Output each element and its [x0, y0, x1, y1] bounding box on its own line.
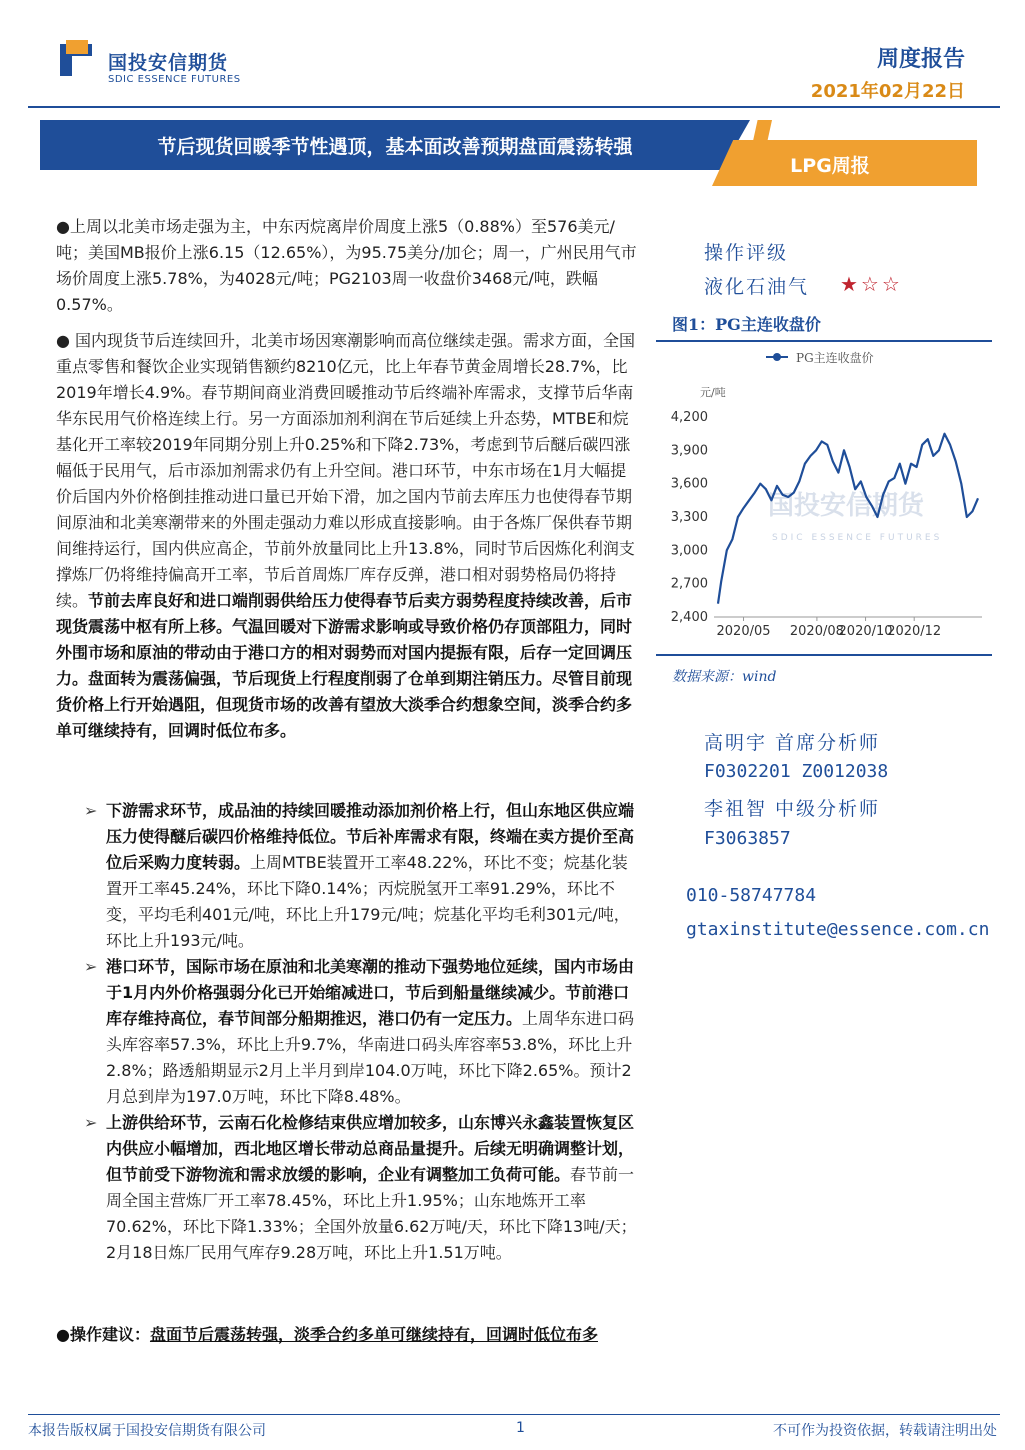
page-number: 1: [516, 1420, 525, 1436]
summary-paragraph-2-text: ● 国内现货节后连续回升，北美市场因寒潮影响而高位继续走强。需求方面，全国重点零售和餐饮企业实现销售额约8210亿元，比上年春节黄金周增长28.7%，比2019年增长4.9%。春节期间商业消费回暖推动节后终端补库需求，支撑节后华南华东民用气价格连续上行。另一方面添加剂利润在节后延续上升态势，MTBE和烷基化开工率较2019年同期分别上升0.25%和下降2.73%，考虑到节后醚后碳四涨幅低于民用气，后市添加剂需求仍有上升空间。港口环节，中东市场在1月大幅提价后国内外价格倒挂推动进口量已开始下滑，加之国内节前去库压力也使得春节期间原油和北美寒潮带来的外围走强动力难以形成直接影响。由于各炼厂保供春节期间维持运行，国内供应高企，节前外放量同比上升13.8%，同时节后因炼化利润支撑炼厂仍将维持偏高开工率，节后首周炼厂库存反弹，港口相对弱势格局仍将持续。: [56, 331, 636, 610]
x-tick-label: 2020/05: [716, 624, 771, 639]
price-chart: [656, 342, 992, 654]
x-tick-label: 2020/12: [887, 624, 942, 639]
advice-label: ●操作建议：: [56, 1325, 150, 1344]
y-tick-label: 4,200: [670, 410, 708, 425]
y-tick-label: 3,300: [670, 510, 708, 525]
watermark-en: SDIC ESSENCE FUTURES: [772, 533, 943, 543]
rating-label: 操作评级: [704, 242, 789, 264]
summary-paragraph-2-conclusion: 节前去库良好和进口端削弱供给压力使得春节后卖方弱势程度持续改善，后市现货震荡中枢有所上移。气温回暖对下游需求影响或导致价格仍存顶部阻力，同时外围市场和原油的带动由于港口方的相对弱势而对国内提振有限，后存一定回调压力。盘面转为震荡偏强，节后现货上行程度削弱了仓单到期注销压力。尽管目前现货价格上行开始遇阻，但现货市场的改善有望放大淡季合约想象空间，淡季合约多单可继续持有，回调时低位布多。: [56, 591, 633, 740]
data-source: 数据来源：wind: [672, 669, 777, 685]
y-axis-unit: 元/吨: [700, 386, 726, 399]
operation-advice: [56, 1322, 636, 1348]
arrow-icon: ➢: [84, 957, 98, 976]
watermark-cn: 国投安信期货: [768, 491, 925, 521]
y-tick-label: 2,700: [670, 576, 708, 592]
report-type: 周度报告: [876, 47, 965, 72]
arrow-icon: ➢: [84, 801, 98, 820]
summary-paragraph-1: ●上周以北美市场走强为主，中东丙烷离岸价周度上涨5（0.88%）至576美元/吨；美国MB报价上涨6.15（12.65%），为95.75美分/加仑；周一，广州民用气市场价周度上涨5.78%，为4028元/吨；PG2103周一收盘价3468元/吨，跌幅0.57%。: [56, 217, 637, 314]
footer-disclaimer: 不可作为投资依据，转载请注明出处: [773, 1423, 997, 1439]
report-tag: LPG周报: [790, 155, 870, 177]
rating-stars: ★☆☆: [840, 272, 903, 296]
analyst-1-name: 高明宇 首席分析师: [704, 732, 881, 754]
advice-text: 盘面节后震荡转强，淡季合约多单可继续持有，回调时低位布多: [149, 1325, 598, 1344]
figure-bottom-rule: [656, 654, 992, 656]
contact-phone: 010-58747784: [686, 885, 817, 906]
arrow-icon: ➢: [84, 1113, 98, 1132]
bullet-item: [84, 1110, 640, 1266]
bullet-heading: 下游需求环节，成品油的持续回暖推动添加剂价格上行，但山东地区供应端压力使得醚后碳四价格维持低位。节后补库需求有限，终端在卖方提价至高位后采购力度转弱。: [106, 801, 635, 872]
y-tick-label: 3,600: [670, 476, 708, 492]
report-title: 节后现货回暖季节性遇顶，基本面改善预期盘面震荡转强: [157, 136, 633, 158]
x-tick-label: 2020/10: [838, 624, 893, 639]
analyst-1-cert: F0302201 Z0012038: [704, 761, 889, 782]
bullet-body: 春节前一周全国主营炼厂开工率78.45%，环比上升1.95%；山东地炼开工率70.62%，环比下降1.33%；全国外放量6.62万吨/天，环比下降13吨/天；2月18日炼厂民用气库存9.28万吨，环比上升1.51万吨。: [106, 1165, 637, 1262]
report-date: 2021年02月22日: [810, 81, 965, 102]
y-tick-label: 2,400: [670, 610, 708, 625]
company-name-en: SDIC ESSENCE FUTURES: [108, 74, 241, 85]
contact-email[interactable]: gtaxinstitute@essence.com.cn: [686, 919, 990, 940]
y-tick-label: 3,000: [670, 543, 708, 559]
bullet-heading: 上游供给环节，云南石化检修结束供应增加较多，山东博兴永鑫装置恢复区内供应小幅增加，西北地区增长带动总商品量提升。后续无明确调整计划，但节前受下游物流和需求放缓的影响，企业有调整加工负荷可能。: [106, 1113, 635, 1184]
analyst-2-cert: F3063857: [704, 828, 791, 849]
header-divider: [28, 106, 1000, 108]
bullet-list: [84, 798, 640, 1266]
analyst-2-name: 李祖智 中级分析师: [704, 798, 881, 820]
footer-copyright: 本报告版权属于国投安信期货有限公司: [28, 1423, 266, 1439]
company-name-cn: 国投安信期货: [108, 52, 229, 74]
bullet-item: [84, 798, 640, 954]
legend-label: PG主连收盘价: [796, 351, 874, 365]
legend-marker: [773, 353, 781, 361]
bullet-body: 上周华东进口码头库容率57.3%，环比上升9.7%，华南进口码头库容率53.8%，环比上升2.8%；路透船期显示2月上半月到岸104.0万吨，环比下降2.65%。预计2月总到岸为197.0万吨，环比下降8.48%。: [106, 1009, 635, 1106]
summary-paragraph-2: [56, 328, 638, 744]
bullet-item: [84, 954, 640, 1110]
x-tick-label: 2020/08: [789, 624, 844, 639]
bullet-heading: 港口环节，国际市场在原油和北美寒潮的推动下强势地位延续，国内市场由于1月内外价格强弱分化已开始缩减进口，节后到船量继续减少。节前港口库存维持高位，春节间部分船期推迟，港口仍有一定压力。: [106, 957, 635, 1028]
product-name: 液化石油气: [704, 276, 810, 298]
logo-mark-accent: [66, 40, 88, 54]
y-tick-label: 3,900: [670, 443, 708, 459]
logo-mark-inner: [72, 56, 92, 76]
footer-divider: [28, 1414, 1000, 1415]
bullet-body: 上周MTBE装置开工率48.22%，环比不变；烷基化装置开工率45.24%，环比下降0.14%；丙烷脱氢开工率91.29%，环比不变，平均毛利401元/吨，环比上升179元/吨；烷基化平均毛利301元/吨，环比上升193元/吨。: [106, 853, 630, 950]
figure-title: 图1：PG主连收盘价: [672, 315, 821, 334]
